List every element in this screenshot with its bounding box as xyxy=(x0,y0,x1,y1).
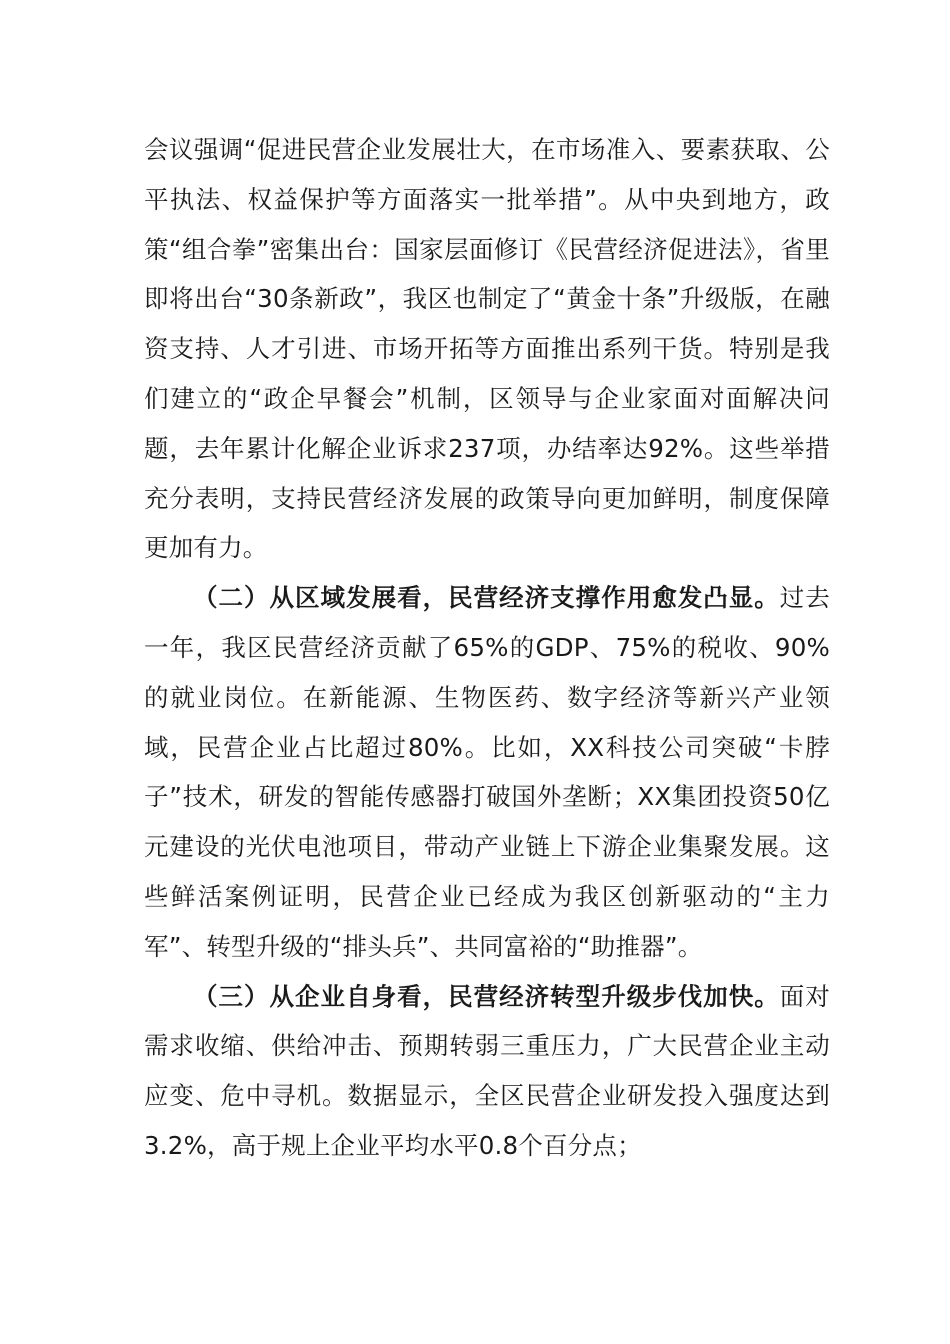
paragraph-regional-development xyxy=(144,573,830,971)
paragraph-policy-support xyxy=(144,125,830,573)
section-heading: （三）从企业自身看，民营经济转型升级步伐加快。 xyxy=(193,981,780,1011)
section-heading: （二）从区域发展看，民营经济支撑作用愈发凸显。 xyxy=(193,583,780,613)
paragraph-text: 过去一年，我区民营经济贡献了65%的GDP、75%的税收、90%的就业岗位。在新能源、生物医药、数字经济等新兴产业领域，民营企业占比超过80%。比如，XX科技公司突破“卡脖子”技术，研发的智能传感器打破国外垄断；XX集团投资50亿元建设的光伏电池项目，带动产业链上下游企业集聚发展。这些鲜活案例证明，民营企业已经成为我区创新驱动的“主力军”、转型升级的“排头兵”、共同富裕的“助推器”。 xyxy=(144,583,830,961)
paragraph-enterprise-upgrade xyxy=(144,972,830,1171)
paragraph-text: 面对需求收缩、供给冲击、预期转弱三重压力，广大民营企业主动应变、危中寻机。数据显示，全区民营企业研发投入强度达到3.2%，高于规上企业平均水平0.8个百分点； xyxy=(144,981,830,1160)
document-body xyxy=(144,125,830,1171)
paragraph-text: 会议强调“促进民营企业发展壮大，在市场准入、要素获取、公平执法、权益保护等方面落实一批举措”。从中央到地方，政策“组合拳”密集出台：国家层面修订《民营经济促进法》，省里即将出台“30条新政”，我区也制定了“黄金十条”升级版，在融资支持、人才引进、市场开拓等方面推出系列干货。特别是我们建立的“政企早餐会”机制，区领导与企业家面对面解决问题，去年累计化解企业诉求237项，办结率达92%。这些举措充分表明，支持民营经济发展的政策导向更加鲜明，制度保障更加有力。 xyxy=(144,135,830,563)
